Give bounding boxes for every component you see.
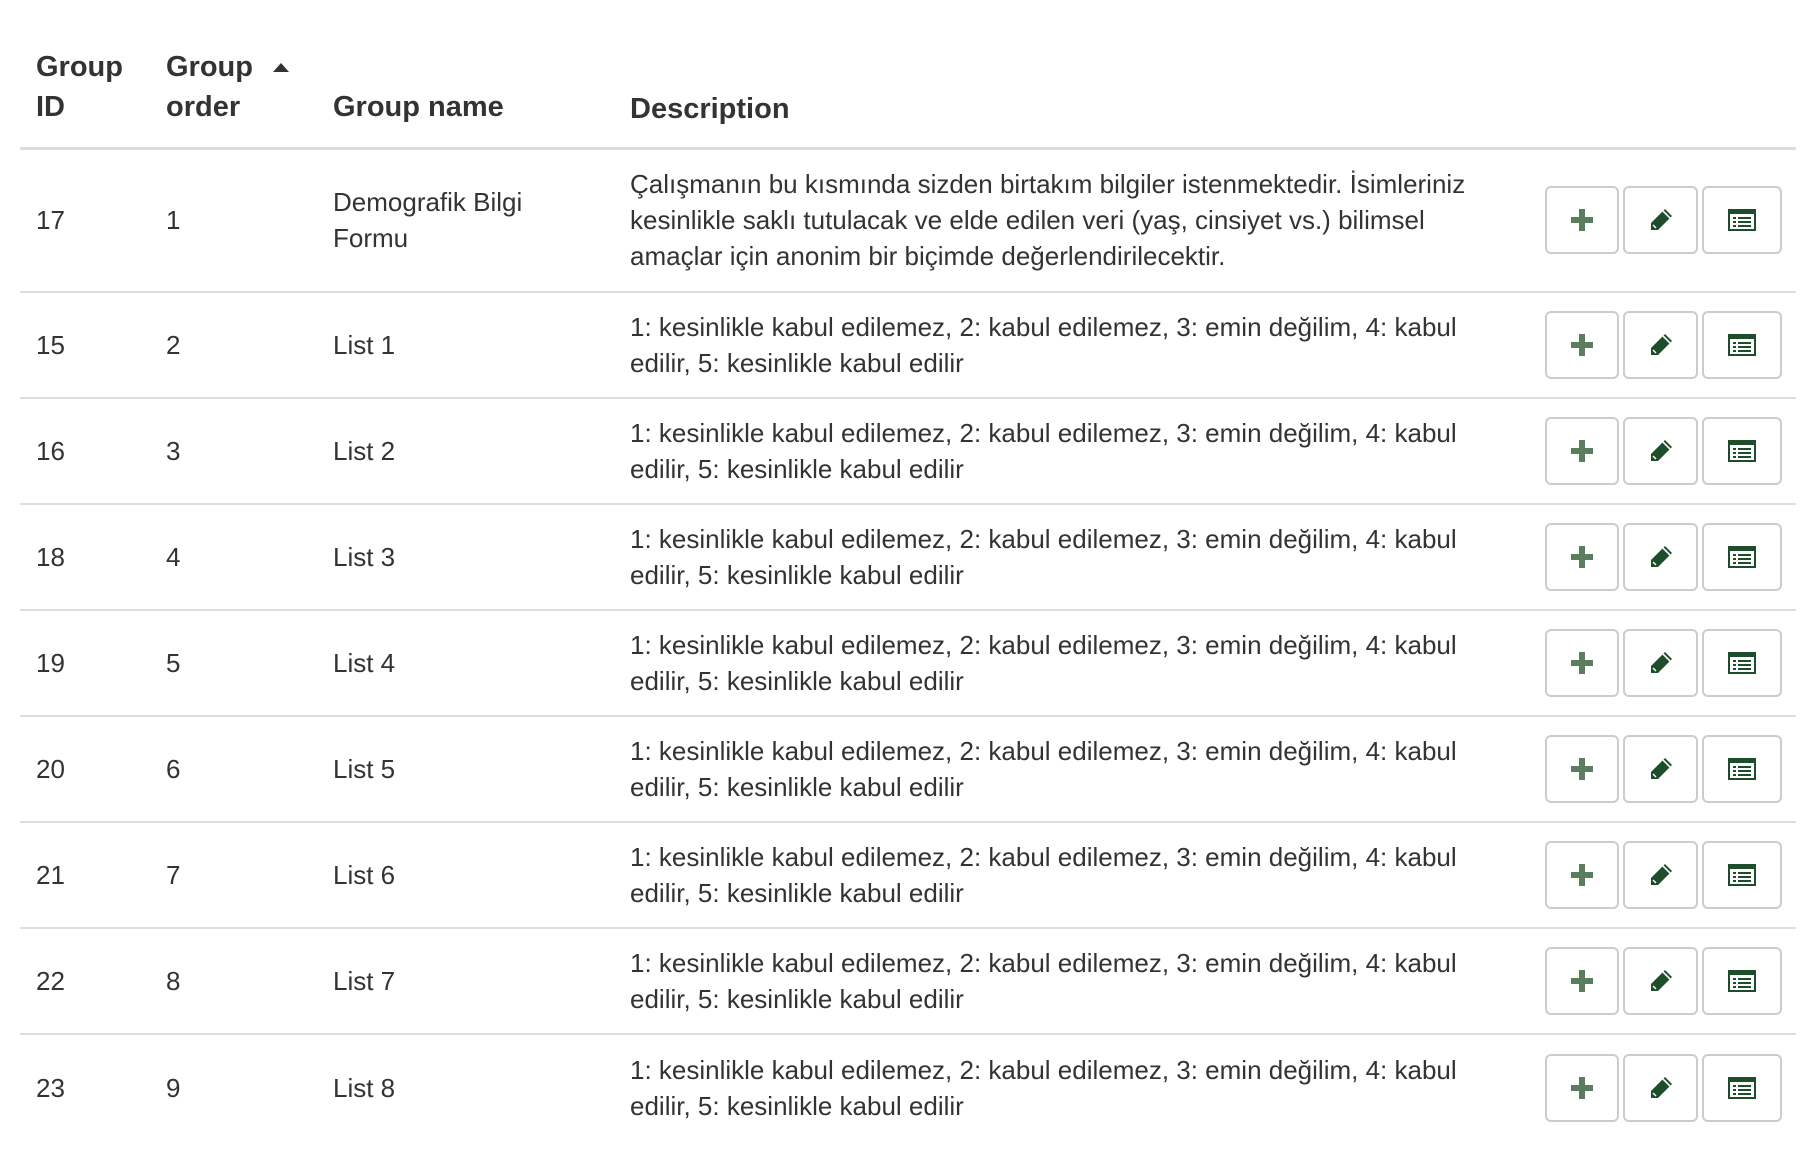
cell-group-name: List 5 xyxy=(317,716,614,822)
cell-description: 1: kesinlikle kabul edilemez, 2: kabul edilemez, 3: emin değilim, 4: kabul edilir, 5: kesinlikle kabul edilir xyxy=(614,398,1539,504)
plus-icon xyxy=(1571,652,1593,674)
cell-group-name: List 1 xyxy=(317,292,614,398)
pencil-icon xyxy=(1648,1075,1674,1101)
cell-actions xyxy=(1539,716,1796,822)
question-groups-table xyxy=(20,0,1796,1140)
pencil-icon xyxy=(1648,862,1674,888)
list-icon xyxy=(1728,864,1756,886)
group-summary-button[interactable] xyxy=(1702,735,1782,803)
cell-actions xyxy=(1539,1034,1796,1140)
column-header-group-order-label: Group order xyxy=(166,50,253,123)
header-row xyxy=(20,0,1796,148)
list-icon xyxy=(1728,546,1756,568)
table-row xyxy=(20,716,1796,822)
pencil-icon xyxy=(1648,438,1674,464)
pencil-icon xyxy=(1648,207,1674,233)
table-row xyxy=(20,398,1796,504)
cell-group-order: 3 xyxy=(150,398,317,504)
column-header-group-id[interactable]: Group ID xyxy=(20,0,150,148)
pencil-icon xyxy=(1648,332,1674,358)
table-header xyxy=(20,0,1796,148)
cell-group-name: List 6 xyxy=(317,822,614,928)
cell-description: 1: kesinlikle kabul edilemez, 2: kabul edilemez, 3: emin değilim, 4: kabul edilir, 5: kesinlikle kabul edilir xyxy=(614,504,1539,610)
group-summary-button[interactable] xyxy=(1702,841,1782,909)
add-question-button[interactable] xyxy=(1545,947,1619,1015)
cell-group-order: 9 xyxy=(166,1072,181,1103)
table-body xyxy=(20,148,1796,1140)
cell-description: 1: kesinlikle kabul edilemez, 2: kabul edilemez, 3: emin değilim, 4: kabul edilir, 5: kesinlikle kabul edilir xyxy=(614,928,1539,1034)
edit-group-button[interactable] xyxy=(1623,735,1698,803)
cell-group-id: 18 xyxy=(20,504,150,610)
plus-icon xyxy=(1571,546,1593,568)
add-question-button[interactable] xyxy=(1545,629,1619,697)
column-header-actions xyxy=(1539,0,1796,148)
list-icon xyxy=(1728,209,1756,231)
cell-group-order: 5 xyxy=(150,610,317,716)
column-header-group-name[interactable]: Group name xyxy=(317,0,614,148)
cell-group-order: 7 xyxy=(150,822,317,928)
pencil-icon xyxy=(1648,544,1674,570)
cell-group-order: 1 xyxy=(150,148,317,292)
cell-actions xyxy=(1539,822,1796,928)
list-icon xyxy=(1728,970,1756,992)
add-question-button[interactable] xyxy=(1545,417,1619,485)
add-question-button[interactable] xyxy=(1545,735,1619,803)
cell-group-id: 23 xyxy=(36,1072,65,1103)
pencil-icon xyxy=(1648,756,1674,782)
plus-icon xyxy=(1571,758,1593,780)
cell-description: 1: kesinlikle kabul edilemez, 2: kabul edilemez, 3: emin değilim, 4: kabul edilir, 5: kesinlikle kabul edilir xyxy=(614,610,1539,716)
cell-group-order: 8 xyxy=(150,928,317,1034)
edit-group-button[interactable] xyxy=(1623,186,1698,254)
cell-group-id: 19 xyxy=(20,610,150,716)
add-question-button[interactable] xyxy=(1545,311,1619,379)
cell-group-id: 16 xyxy=(20,398,150,504)
cell-group-id: 20 xyxy=(20,716,150,822)
plus-icon xyxy=(1571,864,1593,886)
table-row xyxy=(20,610,1796,716)
table-row xyxy=(20,504,1796,610)
group-summary-button[interactable] xyxy=(1702,523,1782,591)
cell-group-order: 4 xyxy=(150,504,317,610)
group-summary-button[interactable] xyxy=(1702,1054,1782,1122)
table-row xyxy=(20,822,1796,928)
edit-group-button[interactable] xyxy=(1623,947,1698,1015)
pencil-icon xyxy=(1648,650,1674,676)
edit-group-button[interactable] xyxy=(1623,523,1698,591)
edit-group-button[interactable] xyxy=(1623,1054,1698,1122)
cell-description: 1: kesinlikle kabul edilemez, 2: kabul edilemez, 3: emin değilim, 4: kabul edilir, 5: kesinlikle kabul edilir xyxy=(614,822,1539,928)
cell-actions xyxy=(1539,292,1796,398)
question-groups-table-wrapper xyxy=(20,0,1796,1140)
list-icon xyxy=(1728,652,1756,674)
edit-group-button[interactable] xyxy=(1623,311,1698,379)
cell-description: 1: kesinlikle kabul edilemez, 2: kabul edilemez, 3: emin değilim, 4: kabul edilir, 5: kesinlikle kabul edilir xyxy=(630,1054,1457,1121)
cell-description: 1: kesinlikle kabul edilemez, 2: kabul edilemez, 3: emin değilim, 4: kabul edilir, 5: kesinlikle kabul edilir xyxy=(614,292,1539,398)
cell-group-name: List 2 xyxy=(317,398,614,504)
cell-actions xyxy=(1539,398,1796,504)
cell-group-id: 21 xyxy=(20,822,150,928)
add-question-button[interactable] xyxy=(1545,186,1619,254)
list-icon xyxy=(1728,440,1756,462)
plus-icon xyxy=(1571,1077,1593,1099)
cell-description: 1: kesinlikle kabul edilemez, 2: kabul edilemez, 3: emin değilim, 4: kabul edilir, 5: kesinlikle kabul edilir xyxy=(614,716,1539,822)
pencil-icon xyxy=(1648,968,1674,994)
list-icon xyxy=(1728,758,1756,780)
cell-actions xyxy=(1539,928,1796,1034)
edit-group-button[interactable] xyxy=(1623,417,1698,485)
add-question-button[interactable] xyxy=(1545,523,1619,591)
group-summary-button[interactable] xyxy=(1702,417,1782,485)
add-question-button[interactable] xyxy=(1545,841,1619,909)
plus-icon xyxy=(1571,209,1593,231)
edit-group-button[interactable] xyxy=(1623,629,1698,697)
table-row xyxy=(20,1034,1796,1140)
column-header-description[interactable]: Description xyxy=(614,0,1539,148)
group-summary-button[interactable] xyxy=(1702,186,1782,254)
add-question-button[interactable] xyxy=(1545,1054,1619,1122)
list-icon xyxy=(1728,1077,1756,1099)
cell-actions xyxy=(1539,610,1796,716)
group-summary-button[interactable] xyxy=(1702,629,1782,697)
edit-group-button[interactable] xyxy=(1623,841,1698,909)
cell-group-id: 22 xyxy=(20,928,150,1034)
cell-actions xyxy=(1539,148,1796,292)
cell-group-name: List 8 xyxy=(333,1072,396,1103)
cell-group-name: List 3 xyxy=(317,504,614,610)
cell-group-order: 6 xyxy=(150,716,317,822)
sort-ascending-icon xyxy=(273,63,289,72)
cell-description: Çalışmanın bu kısmında sizden birtakım bilgiler istenmektedir. İsimleriniz kesinlikle saklı tutulacak ve elde edilen veri (yaş, cinsiyet vs.) bilimsel amaçlar için anonim bir biçimde değerlendirilecektir. xyxy=(614,148,1539,292)
cell-group-name: List 4 xyxy=(317,610,614,716)
cell-actions xyxy=(1539,504,1796,610)
plus-icon xyxy=(1571,334,1593,356)
plus-icon xyxy=(1571,440,1593,462)
plus-icon xyxy=(1571,970,1593,992)
table-row xyxy=(20,928,1796,1034)
cell-group-name: List 7 xyxy=(317,928,614,1034)
cell-group-id: 17 xyxy=(20,148,150,292)
group-summary-button[interactable] xyxy=(1702,947,1782,1015)
table-row xyxy=(20,148,1796,292)
column-header-group-order[interactable] xyxy=(150,0,317,148)
table-row xyxy=(20,292,1796,398)
list-icon xyxy=(1728,334,1756,356)
cell-group-order: 2 xyxy=(150,292,317,398)
group-summary-button[interactable] xyxy=(1702,311,1782,379)
cell-group-id: 15 xyxy=(20,292,150,398)
cell-group-name: Demografik Bilgi Formu xyxy=(317,148,614,292)
